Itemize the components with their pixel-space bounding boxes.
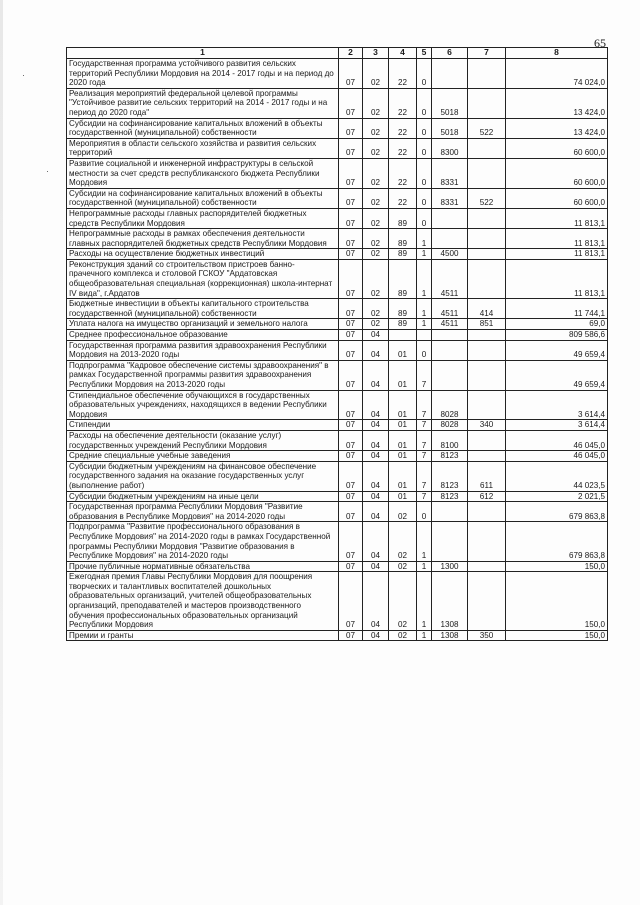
code-cell-c4: 01	[389, 461, 417, 491]
code-cell-c7: 414	[468, 299, 506, 319]
code-cell-c7: 611	[468, 461, 506, 491]
amount-cell: 11 813,1	[506, 229, 608, 249]
code-cell-c4	[389, 330, 417, 341]
row-name-cell: Уплата налога на имущество организаций и земельного налога	[67, 319, 339, 330]
row-name-cell: Мероприятия в области сельского хозяйства и развития сельских территорий	[67, 138, 339, 158]
code-cell-c7	[468, 330, 506, 341]
code-cell-c2: 07	[339, 330, 363, 341]
code-cell-c3: 02	[363, 299, 389, 319]
amount-cell: 46 045,0	[506, 430, 608, 450]
code-cell-c5: 0	[417, 138, 432, 158]
code-cell-c6: 8331	[432, 158, 468, 188]
code-cell-c4: 22	[389, 59, 417, 89]
code-cell-c4: 01	[389, 451, 417, 462]
code-cell-c4: 01	[389, 430, 417, 450]
code-cell-c4: 02	[389, 522, 417, 561]
code-cell-c4: 89	[389, 299, 417, 319]
code-cell-c6	[432, 59, 468, 89]
amount-cell: 3 614,4	[506, 390, 608, 420]
table-row	[67, 502, 608, 522]
code-cell-c5: 7	[417, 360, 432, 390]
code-cell-c3: 02	[363, 319, 389, 330]
code-cell-c6: 8100	[432, 430, 468, 450]
row-name-cell: Государственная программа развития здравоохранения Республики Мордовия на 2013-2020 годы	[67, 340, 339, 360]
row-name-cell: Реализация мероприятий федеральной целевой программы "Устойчивое развитие сельских территорий на 2014 - 2017 годы и на период до 2020 года"	[67, 88, 339, 118]
code-cell-c2: 07	[339, 208, 363, 228]
code-cell-c5: 1	[417, 522, 432, 561]
code-cell-c6: 4511	[432, 319, 468, 330]
code-cell-c6: 8300	[432, 138, 468, 158]
table-row	[67, 561, 608, 572]
amount-cell: 11 744,1	[506, 299, 608, 319]
code-cell-c6: 1308	[432, 630, 468, 641]
code-cell-c3: 04	[363, 561, 389, 572]
code-cell-c2: 07	[339, 502, 363, 522]
code-cell-c4: 02	[389, 572, 417, 631]
code-cell-c4: 01	[389, 491, 417, 502]
code-cell-c4: 01	[389, 420, 417, 431]
amount-cell: 60 600,0	[506, 158, 608, 188]
code-cell-c4: 22	[389, 138, 417, 158]
table-row	[67, 249, 608, 260]
amount-cell: 11 813,1	[506, 259, 608, 298]
code-cell-c2: 07	[339, 451, 363, 462]
table-row	[67, 340, 608, 360]
amount-cell: 3 614,4	[506, 420, 608, 431]
table-row	[67, 491, 608, 502]
table-row	[67, 420, 608, 431]
code-cell-c2: 07	[339, 461, 363, 491]
amount-cell: 69,0	[506, 319, 608, 330]
code-cell-c5: 1	[417, 229, 432, 249]
code-cell-c6: 8028	[432, 420, 468, 431]
code-cell-c3: 04	[363, 491, 389, 502]
row-name-cell: Субсидии бюджетным учреждениям на иные цели	[67, 491, 339, 502]
code-cell-c2: 07	[339, 229, 363, 249]
code-cell-c4: 01	[389, 360, 417, 390]
code-cell-c7	[468, 249, 506, 260]
code-cell-c3: 02	[363, 59, 389, 89]
code-cell-c6: 1308	[432, 572, 468, 631]
row-name-cell: Субсидии бюджетным учреждениям на финансовое обеспечение государственного задания на оказание государственных услуг (выполнение работ)	[67, 461, 339, 491]
table-row	[67, 59, 608, 89]
row-name-cell: Субсидии на софинансирование капитальных вложений в объекты государственной (муниципальной) собственности	[67, 188, 339, 208]
code-cell-c4: 22	[389, 188, 417, 208]
table-row	[67, 330, 608, 341]
code-cell-c5: 1	[417, 249, 432, 260]
code-cell-c3: 04	[363, 390, 389, 420]
code-cell-c3: 04	[363, 360, 389, 390]
table-row	[67, 138, 608, 158]
code-cell-c2: 07	[339, 420, 363, 431]
code-cell-c5: 1	[417, 561, 432, 572]
code-cell-c2: 07	[339, 188, 363, 208]
code-cell-c6: 1300	[432, 561, 468, 572]
column-header: 7	[468, 48, 506, 59]
code-cell-c4: 89	[389, 319, 417, 330]
table-row	[67, 461, 608, 491]
code-cell-c5: 0	[417, 502, 432, 522]
code-cell-c7	[468, 502, 506, 522]
row-name-cell: Стипендиальное обеспечение обучающихся в государственных образовательных учреждениях, находящихся в ведении Республики Мордовия	[67, 390, 339, 420]
code-cell-c3: 02	[363, 229, 389, 249]
code-cell-c7: 340	[468, 420, 506, 431]
row-name-cell: Подпрограмма "Развитие профессионального образования в Республике Мордовия" на 2014-2020 годы в рамках Государственной программы Республики Мордовия "Развитие образования в Республике Мордовия" на 2014-2020 годы	[67, 522, 339, 561]
row-name-cell: Бюджетные инвестиции в объекты капитального строительства государственной (муниципальной) собственности	[67, 299, 339, 319]
code-cell-c6: 5018	[432, 118, 468, 138]
column-header: 6	[432, 48, 468, 59]
code-cell-c5: 7	[417, 390, 432, 420]
code-cell-c4: 01	[389, 390, 417, 420]
code-cell-c7: 522	[468, 118, 506, 138]
amount-cell: 809 586,6	[506, 330, 608, 341]
column-header: 3	[363, 48, 389, 59]
code-cell-c7	[468, 138, 506, 158]
code-cell-c6: 8331	[432, 188, 468, 208]
code-cell-c4: 02	[389, 561, 417, 572]
scan-speck: ·	[22, 70, 25, 80]
table-row	[67, 360, 608, 390]
code-cell-c6: 8123	[432, 451, 468, 462]
table-row	[67, 188, 608, 208]
code-cell-c4: 89	[389, 259, 417, 298]
code-cell-c3: 02	[363, 138, 389, 158]
code-cell-c2: 07	[339, 572, 363, 631]
code-cell-c7	[468, 561, 506, 572]
code-cell-c7	[468, 59, 506, 89]
row-name-cell: Развитие социальной и инженерной инфраструктуры в сельской местности за счет средств республиканского бюджета Республики Мордовия	[67, 158, 339, 188]
amount-cell: 74 024,0	[506, 59, 608, 89]
row-name-cell: Средние специальные учебные заведения	[67, 451, 339, 462]
code-cell-c2: 07	[339, 340, 363, 360]
budget-table	[66, 47, 608, 641]
row-name-cell: Субсидии на софинансирование капитальных вложений в объекты государственной (муниципальной) собственности	[67, 118, 339, 138]
table-row	[67, 88, 608, 118]
code-cell-c2: 07	[339, 430, 363, 450]
code-cell-c7	[468, 88, 506, 118]
code-cell-c7	[468, 229, 506, 249]
code-cell-c6: 8123	[432, 461, 468, 491]
code-cell-c5: 0	[417, 188, 432, 208]
amount-cell: 49 659,4	[506, 360, 608, 390]
row-name-cell: Расходы на осуществление бюджетных инвестиций	[67, 249, 339, 260]
row-name-cell: Государственная программа Республики Мордовия "Развитие образования в Республике Мордовия" на 2014-2020 годы	[67, 502, 339, 522]
code-cell-c6	[432, 522, 468, 561]
table-row	[67, 299, 608, 319]
code-cell-c5: 0	[417, 118, 432, 138]
column-header: 8	[506, 48, 608, 59]
code-cell-c7	[468, 430, 506, 450]
code-cell-c5: 1	[417, 572, 432, 631]
code-cell-c5: 1	[417, 259, 432, 298]
code-cell-c7: 522	[468, 188, 506, 208]
scan-speck: ·	[46, 166, 49, 176]
code-cell-c3: 02	[363, 88, 389, 118]
table-row	[67, 572, 608, 631]
code-cell-c6: 4511	[432, 259, 468, 298]
row-name-cell: Реконструкция зданий со строительством пристроев банно-прачечного комплекса и столовой ГСКОУ "Ардатовская общеобразовательная специальная (коррекционная) школа-интернат IV вида", г.Ардатов	[67, 259, 339, 298]
column-header: 5	[417, 48, 432, 59]
code-cell-c4: 02	[389, 630, 417, 641]
table-row	[67, 229, 608, 249]
row-name-cell: Расходы на обеспечение деятельности (оказание услуг) государственных учреждений Республики Мордовия	[67, 430, 339, 450]
code-cell-c3: 02	[363, 158, 389, 188]
code-cell-c2: 07	[339, 259, 363, 298]
amount-cell: 150,0	[506, 630, 608, 641]
code-cell-c7	[468, 360, 506, 390]
code-cell-c5: 0	[417, 158, 432, 188]
table-row	[67, 451, 608, 462]
table-row	[67, 259, 608, 298]
amount-cell: 44 023,5	[506, 461, 608, 491]
page-number: 65	[594, 36, 606, 50]
amount-cell: 2 021,5	[506, 491, 608, 502]
code-cell-c3: 02	[363, 249, 389, 260]
code-cell-c5	[417, 330, 432, 341]
code-cell-c7	[468, 572, 506, 631]
code-cell-c5: 0	[417, 340, 432, 360]
code-cell-c5: 7	[417, 461, 432, 491]
code-cell-c2: 07	[339, 118, 363, 138]
amount-cell: 49 659,4	[506, 340, 608, 360]
column-header: 1	[67, 48, 339, 59]
code-cell-c5: 7	[417, 451, 432, 462]
code-cell-c7	[468, 158, 506, 188]
column-header: 2	[339, 48, 363, 59]
amount-cell: 13 424,0	[506, 118, 608, 138]
table-row	[67, 158, 608, 188]
code-cell-c5: 0	[417, 59, 432, 89]
code-cell-c2: 07	[339, 522, 363, 561]
amount-cell: 60 600,0	[506, 138, 608, 158]
code-cell-c5: 7	[417, 430, 432, 450]
table-row	[67, 319, 608, 330]
table-row	[67, 118, 608, 138]
amount-cell: 11 813,1	[506, 208, 608, 228]
amount-cell: 11 813,1	[506, 249, 608, 260]
code-cell-c7	[468, 340, 506, 360]
scan-edge	[0, 0, 3, 905]
code-cell-c4: 89	[389, 229, 417, 249]
code-cell-c5: 7	[417, 420, 432, 431]
code-cell-c3: 02	[363, 118, 389, 138]
code-cell-c2: 07	[339, 561, 363, 572]
code-cell-c3: 04	[363, 502, 389, 522]
code-cell-c6: 8028	[432, 390, 468, 420]
row-name-cell: Непрограммные расходы главных распорядителей бюджетных средств Республики Мордовия	[67, 208, 339, 228]
code-cell-c4: 01	[389, 340, 417, 360]
code-cell-c6	[432, 502, 468, 522]
code-cell-c3: 04	[363, 461, 389, 491]
row-name-cell: Среднее профессиональное образование	[67, 330, 339, 341]
table-row	[67, 390, 608, 420]
code-cell-c2: 07	[339, 319, 363, 330]
code-cell-c7: 350	[468, 630, 506, 641]
amount-cell: 60 600,0	[506, 188, 608, 208]
code-cell-c7	[468, 522, 506, 561]
code-cell-c6	[432, 340, 468, 360]
code-cell-c4: 89	[389, 208, 417, 228]
table-header-row	[67, 48, 608, 59]
amount-cell: 150,0	[506, 561, 608, 572]
code-cell-c2: 07	[339, 88, 363, 118]
code-cell-c2: 07	[339, 630, 363, 641]
table-row	[67, 522, 608, 561]
code-cell-c2: 07	[339, 249, 363, 260]
amount-cell: 679 863,8	[506, 502, 608, 522]
amount-cell: 679 863,8	[506, 522, 608, 561]
code-cell-c6: 4511	[432, 299, 468, 319]
row-name-cell: Подпрограмма "Кадровое обеспечение системы здравоохранения" в рамках Государственной программы развития здравоохранения Республики Мордовия на 2013-2020 годы	[67, 360, 339, 390]
code-cell-c6: 5018	[432, 88, 468, 118]
row-name-cell: Премии и гранты	[67, 630, 339, 641]
code-cell-c6: 4500	[432, 249, 468, 260]
table-body	[67, 59, 608, 641]
code-cell-c2: 07	[339, 158, 363, 188]
code-cell-c7: 612	[468, 491, 506, 502]
code-cell-c3: 04	[363, 330, 389, 341]
code-cell-c2: 07	[339, 59, 363, 89]
code-cell-c6	[432, 360, 468, 390]
code-cell-c3: 02	[363, 259, 389, 298]
code-cell-c3: 04	[363, 420, 389, 431]
code-cell-c3: 04	[363, 340, 389, 360]
code-cell-c2: 07	[339, 138, 363, 158]
code-cell-c7	[468, 451, 506, 462]
code-cell-c5: 1	[417, 630, 432, 641]
code-cell-c3: 04	[363, 572, 389, 631]
column-header: 4	[389, 48, 417, 59]
amount-cell: 13 424,0	[506, 88, 608, 118]
code-cell-c6: 8123	[432, 491, 468, 502]
code-cell-c4: 02	[389, 502, 417, 522]
code-cell-c6	[432, 208, 468, 228]
row-name-cell: Ежегодная премия Главы Республики Мордовия для поощрения творческих и талантливых воспитателей дошкольных образовательных организаций, учителей общеобразовательных организаций, преподавателей и мастеров производственного обучения профессиональных образовательных организаций Республики Мордовия	[67, 572, 339, 631]
code-cell-c5: 1	[417, 319, 432, 330]
table-row	[67, 630, 608, 641]
amount-cell: 46 045,0	[506, 451, 608, 462]
row-name-cell: Стипендии	[67, 420, 339, 431]
row-name-cell: Непрограммные расходы в рамках обеспечения деятельности главных распорядителей бюджетных средств Республики Мордовия	[67, 229, 339, 249]
code-cell-c3: 02	[363, 188, 389, 208]
code-cell-c7	[468, 259, 506, 298]
code-cell-c2: 07	[339, 299, 363, 319]
code-cell-c3: 04	[363, 630, 389, 641]
code-cell-c5: 0	[417, 88, 432, 118]
code-cell-c3: 02	[363, 208, 389, 228]
code-cell-c4: 89	[389, 249, 417, 260]
code-cell-c4: 22	[389, 88, 417, 118]
code-cell-c6	[432, 229, 468, 249]
table-row	[67, 208, 608, 228]
code-cell-c5: 7	[417, 491, 432, 502]
code-cell-c7	[468, 208, 506, 228]
row-name-cell: Государственная программа устойчивого развития сельских территорий Республики Мордовия на 2014 - 2017 годы и на период до 2020 года	[67, 59, 339, 89]
code-cell-c3: 04	[363, 451, 389, 462]
code-cell-c2: 07	[339, 390, 363, 420]
code-cell-c3: 04	[363, 430, 389, 450]
code-cell-c2: 07	[339, 360, 363, 390]
code-cell-c7	[468, 390, 506, 420]
code-cell-c2: 07	[339, 491, 363, 502]
code-cell-c7: 851	[468, 319, 506, 330]
code-cell-c5: 1	[417, 299, 432, 319]
code-cell-c3: 04	[363, 522, 389, 561]
code-cell-c4: 22	[389, 158, 417, 188]
code-cell-c5: 0	[417, 208, 432, 228]
amount-cell: 150,0	[506, 572, 608, 631]
table-row	[67, 430, 608, 450]
code-cell-c6	[432, 330, 468, 341]
row-name-cell: Прочие публичные нормативные обязательства	[67, 561, 339, 572]
code-cell-c4: 22	[389, 118, 417, 138]
